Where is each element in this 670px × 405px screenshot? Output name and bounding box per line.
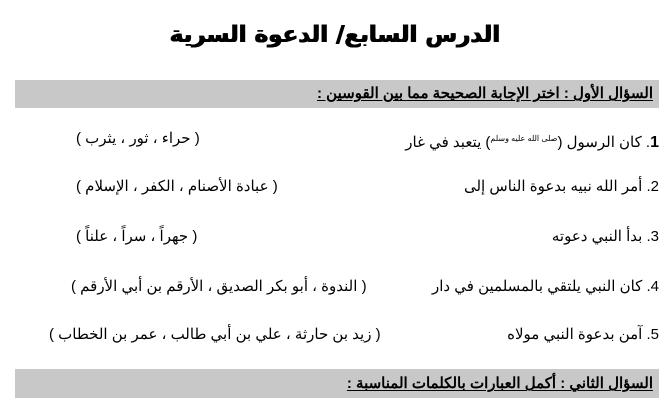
question-text [464,172,659,202]
question-text [552,222,659,252]
question-2-header [15,369,659,398]
list-item [15,222,659,252]
answer-options: ( حراء ، ثور ، يثرب ) [76,130,200,147]
answer-options: ( زيد بن حارثة ، علي بن أبي طالب ، عمر بن الخطاب ) [49,326,381,343]
answer-options: ( الندوة ، أبو بكر الصديق ، الأرقم بن أبي الأرقم ) [71,278,367,295]
list-item [15,172,659,202]
question-number: 5 [650,326,659,343]
list-item [15,124,659,154]
lesson-title: الدرس السابع/ الدعوة السرية [169,22,501,48]
question-text [405,124,659,154]
question-1-header-label: السؤال الأول : اختر الإجابة الصحيحة مما بين القوسين : [317,85,653,102]
question-1-header [15,80,659,108]
list-item [15,320,659,350]
question-text [432,272,659,302]
list-item [15,272,659,302]
answer-options: ( عبادة الأصنام ، الكفر ، الإسلام ) [76,178,278,195]
answer-options: ( جهراً ، سراً ، علناً ) [76,228,198,245]
question-text [507,320,659,350]
question-number: 4 [650,278,659,295]
question-number: 3 [650,228,659,245]
question-number: 2 [650,178,659,195]
question-text-body: . أمر الله نبيه بدعوة الناس إلى [463,178,651,195]
question-text-start: . كان الرسول ( [557,134,651,151]
question-text-end: ) يتعبد في غار [405,134,491,151]
question-text-body: . كان النبي يلتقي بالمسلمين في دار [431,278,651,295]
question-2-header-label: السؤال الثاني : أكمل العبارات بالكلمات المناسبة : [346,375,653,392]
question-text-body: . آمن بدعوة النبي مولاه [507,326,651,343]
honorific-text: صلى الله عليه وسلم [490,134,558,143]
question-number: 1 [650,134,659,151]
question-text-body: . بدأ النبي دعوته [551,228,651,245]
